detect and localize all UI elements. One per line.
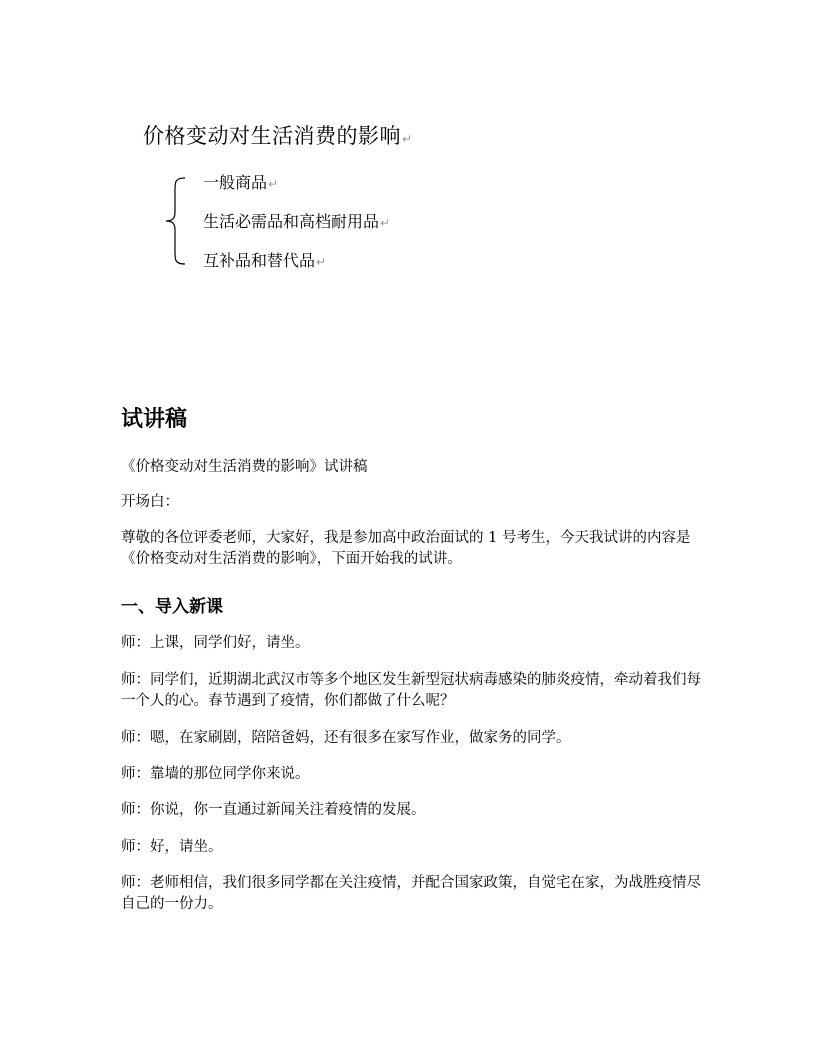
section-heading: 一、导入新课 (121, 597, 223, 617)
dialogue-line: 师：同学们，近期湖北武汉市等多个地区发生新型冠状病毒感染的肺炎疫情，牵动着我们每一个人的心。春节遇到了疫情，你们都做了什么呢？ (121, 672, 701, 709)
board-title-text: 价格变动对生活消费的影响 (143, 124, 401, 148)
document-subtitle: 《价格变动对生活消费的影响》试讲稿 (121, 459, 368, 475)
paragraph-mark-icon: ↵ (316, 255, 327, 269)
curly-brace-icon (163, 176, 189, 266)
dialogue-line: 师：老师相信，我们很多同学都在关注疫情，并配合国家政策，自觉宅在家，为战胜疫情尽自己的一份力。 (121, 875, 701, 912)
dialogue-line: 师：你说，你一直通过新闻关注着疫情的发展。 (121, 802, 426, 818)
dialogue-line: 师：靠墙的那位同学你来说。 (121, 766, 310, 782)
paragraph-mark-icon: ↵ (380, 216, 391, 230)
board-branch-label: 一般商品 (203, 173, 268, 192)
opening-paragraph: 尊敬的各位评委老师，大家好，我是参加高中政治面试的 1 号考生，今天我试讲的内容是《价格变动对生活消费的影响》，下面开始我的试讲。 (121, 530, 691, 567)
paragraph-mark-icon: ↵ (268, 177, 279, 191)
board-branch-complements (203, 248, 326, 271)
dialogue-line: 师：嗯，在家刷剧，陪陪爸妈，还有很多在家写作业，做家务的同学。 (121, 730, 571, 746)
dialogue-line: 师：好，请坐。 (121, 839, 223, 855)
dialogue-line: 师：上课，同学们好，请坐。 (121, 635, 310, 651)
board-branch-general (203, 170, 278, 193)
paragraph-mark-icon: ↵ (402, 132, 413, 146)
board-branch-label: 生活必需品和高档耐用品 (203, 212, 380, 231)
board-title (143, 120, 413, 150)
board-branch-necessities (203, 209, 390, 232)
document-title: 试讲稿 (121, 407, 188, 432)
board-branch-label: 互补品和替代品 (203, 251, 316, 270)
opening-label: 开场白： (121, 494, 179, 510)
